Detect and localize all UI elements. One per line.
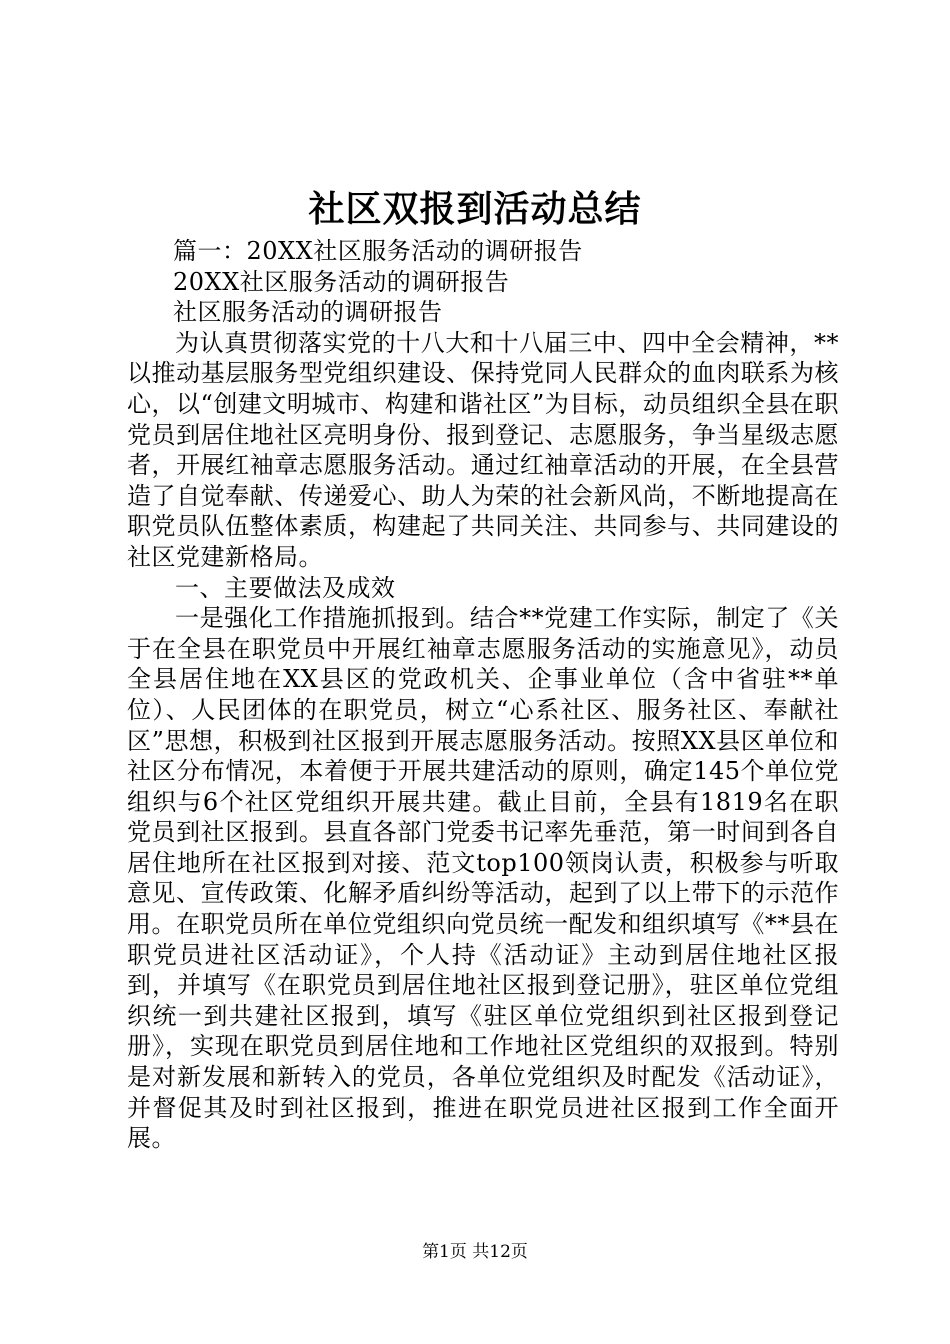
intro-paragraph: 为认真贯彻落实党的十八大和十八届三中、四中全会精神，**以推动基层服务型党组织建设、保持党同人民群众的血肉联系为核心，以“创建文明城市、构建和谐社区”为目标，动员组织全县在职党员到居住地社区亮明身份、报到登记、志愿服务，争当星级志愿者，开展红袖章志愿服务活动。通过红袖章活动的开展，在全县营造了自觉奉献、传递爱心、助人为荣的社会新风尚，不断地提高在职党员队伍整体素质，构建起了共同关注、共同参与、共同建设的社区党建新格局。 <box>127 328 839 571</box>
document-body <box>127 236 839 1154</box>
section-paragraph: 一是强化工作措施抓报到。结合**党建工作实际，制定了《关于在全县在职党员中开展红袖章志愿服务活动的实施意见》，动员全县居住地在XX县区的党政机关、企事业单位（含中省驻**单位）、人民团体的在职党员，树立“心系社区、服务社区、奉献社区”思想，积极到社区报到开展志愿服务活动。按照XX县区单位和社区分布情况，本着便于开展共建活动的原则，确定145个单位党组织与6个社区党组织开展共建。截止目前，全县有1819名在职党员到社区报到。县直各部门党委书记率先垂范，第一时间到各自居住地所在社区报到对接、范文top100领岗认责，积极参与听取意见、宣传政策、化解矛盾纠纷等活动，起到了以上带下的示范作用。在职党员所在单位党组织向党员统一配发和组织填写《**县在职党员进社区活动证》，个人持《活动证》主动到居住地社区报到，并填写《在职党员到居住地社区报到登记册》，驻区单位党组织统一到共建社区报到，填写《驻区单位党组织到社区报到登记册》，实现在职党员到居住地和工作地社区党组织的双报到。特别是对新发展和新转入的党员，各单位党组织及时配发《活动证》，并督促其及时到社区报到，推进在职党员进社区报到工作全面开展。 <box>127 604 839 1153</box>
document-title: 社区双报到活动总结 <box>308 188 642 230</box>
page-footer: 第1页 共12页 <box>422 1242 528 1262</box>
section-heading: 一、主要做法及成效 <box>175 573 396 602</box>
article-heading-line: 篇一：20XX社区服务活动的调研报告 <box>173 237 583 265</box>
report-subtitle-line: 社区服务活动的调研报告 <box>173 298 443 327</box>
report-title-line: 20XX社区服务活动的调研报告 <box>173 267 510 296</box>
